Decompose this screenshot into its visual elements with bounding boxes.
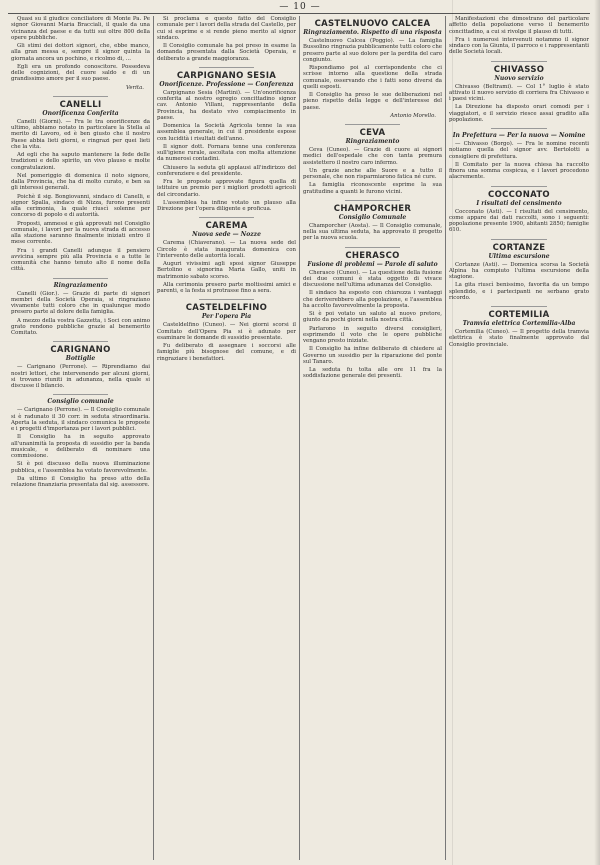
- article-paragraph: Si proclama e questo fatto del Consiglio comunale per i lavori della strada del Castello, per cui si esprime e si rende pieno merito al signor sindaco.: [157, 16, 296, 41]
- article-subtitle: Consiglio comunale: [47, 398, 114, 406]
- article-paragraph: La Direzione ha disposto orari comodi per i viaggiatori, e il servizio riesce assai gradito alla popolazione.: [449, 104, 589, 123]
- header-rule: [8, 13, 590, 14]
- article-signature: Antonio Morello.: [390, 112, 436, 119]
- article-paragraph: La gita riuscì benissimo, favorita da un tempo splendido, e i partecipanti ne serbano grato ricordo.: [449, 282, 589, 301]
- article-paragraph: Chiusero la seduta gli applausi all'indirizzo del conferenziere e del presidente.: [157, 164, 296, 177]
- article-subtitle: In Prefettura — Per la nuova — Nomine: [452, 132, 586, 139]
- article-separator: [199, 299, 255, 300]
- article-separator: [53, 96, 109, 97]
- article-separator: [53, 394, 109, 395]
- fold-crease: [452, 0, 453, 865]
- article-paragraph: Quasi su il giudice conciliatore di Monte Pa. Pe signor Giovanni Maria Bracciali, il quale da una vicinanza del paese e da tutti sui oltre 800 della opere pubbliche.: [11, 16, 150, 41]
- article-paragraph: Parlarono in seguito diversi consiglieri, esprimendo il voto che le opere pubbliche vengano presto iniziate.: [303, 325, 442, 344]
- article: [157, 221, 296, 294]
- article-title: CORTANZE: [492, 242, 546, 253]
- article: [157, 71, 296, 213]
- article-paragraph: A mezzo della vostra Gazzetta, i Soci con animo grato rendono pubbliche grazie al benemerito Comitato.: [11, 317, 150, 336]
- article-subtitle: Tramvia elettrica Cortemilia-Alba: [462, 320, 576, 327]
- article-title: COCCONATO: [488, 189, 550, 200]
- article-subtitle: Ringraziamento: [345, 138, 400, 145]
- article-separator: [199, 67, 255, 68]
- article-paragraph: — Chivasso (Borgo). — Fra le nomine recenti notiamo quella del signor avv. Bertolotti a consigliere di prefettura.: [449, 141, 589, 160]
- article-paragraph: Nel pomeriggio di domenica il noto signore, dalla Provincia, che ha di molto curato, e ben sa gli interessi generali.: [11, 172, 150, 192]
- article-paragraph: Cortemilia (Cuneo). — Il progetto della tramvia elettrica è stato finalmente approvato dal Consiglio provinciale.: [449, 329, 589, 348]
- article-paragraph: Cortanze (Asti). — Domenica scorsa la Società Alpina ha compiuto l'ultima escursione della stagione.: [449, 261, 589, 280]
- article-paragraph: Domenica la Società Agricola tenne la sua assemblea generale, in cui il presidente espose con lucidità i risultati dell'anno.: [157, 123, 296, 142]
- article-subtitle: Ringraziamento. Rispetto di una risposta: [303, 29, 442, 36]
- article-subtitle: Onorificenze. Professione — Conferenza: [159, 80, 294, 88]
- article: [157, 16, 296, 62]
- article-title: CHAMPORCHER: [333, 203, 412, 214]
- article-paragraph: Gli stimi dei dottori signori, che, ebbe manco, alla gran messa e, sempre il signor quinta la giornata ancora un pochino, e ricolmo di, ...: [11, 43, 150, 62]
- article-title: CHIVASSO: [493, 64, 545, 75]
- article-paragraph: Il sindaco ha esposto con chiarezza i vantaggi che deriverebbero alla popolazione, e l'assemblea ha accolto favorevolmente la proposta.: [303, 290, 442, 309]
- article-paragraph: Il signor dott. Fornara tenne una conferenza sull'igiene rurale, ascoltata con molta attenzione da numerosi contadini.: [157, 143, 296, 163]
- article-subtitle: Nuova sede — Nozze: [192, 231, 261, 239]
- article: [303, 204, 442, 242]
- article-paragraph: Un grazie anche alle Suore e a tutto il personale, che non risparmiarono fatica né cure.: [303, 167, 442, 180]
- article-paragraph: Fu deliberato di assegnare i soccorsi alle famiglie più bisognose del comune, e di ringraziare i benefattori.: [157, 343, 296, 362]
- article-paragraph: Carema (Chiaverano). — La nuova sede del Circolo è stata inaugurata domenica con l'intervento delle autorità locali.: [157, 240, 296, 259]
- column-4: [446, 16, 592, 860]
- article-paragraph: Fra le proposte approvate figura quella di istituire un premio per i migliori prodotti agricoli del circondario.: [157, 179, 296, 198]
- article-signature: Verita.: [126, 84, 144, 91]
- article-paragraph: — Carignano (Perrone). — Il Consiglio comunale si è radunato il 30 corr. in seduta straordinaria. Aperta la seduta, il sindaco comunica le proposte e i progetti d'importanza per i lavori pubblici.: [11, 407, 150, 432]
- article: [449, 310, 589, 348]
- article: [11, 282, 150, 337]
- article-paragraph: Champorcher (Aosta). — Il Consiglio comunale, nella sua ultima seduta, ha approvato il progetto per la nuova scuola.: [303, 222, 442, 242]
- article-paragraph: Il Consiglio ha preso le sue deliberazioni nel pieno rispetto della legge e dell'interesse del paese.: [303, 92, 442, 111]
- article-separator: [345, 247, 401, 248]
- article-separator: [491, 239, 547, 240]
- article-paragraph: Fra i grandi Canelli adunque il pensiero avvicina sempre più alla Provincia e a tutte le comunità che hanno tenuto alto il nome della città.: [11, 247, 150, 273]
- column-1: [8, 16, 154, 860]
- article-paragraph: Da ultimo il Consiglio ha preso atto della relazione finanziaria presentata dal sig. assessore.: [11, 475, 150, 488]
- article-separator: [491, 186, 547, 187]
- article-paragraph: Egli era un profondo conoscitore. Possedeva delle cognizioni, del cuore saldo e di un grandissimo amore per il suo paese.: [11, 63, 150, 83]
- article-title: CORTEMILIA: [488, 310, 550, 320]
- article-paragraph: Alla cerimonia presero parte moltissimi amici e parenti, e la festa si protrasse fino a sera.: [157, 281, 296, 294]
- article-subtitle: Nuovo servizio: [494, 74, 544, 82]
- article-subtitle: Onorificenza Conferita: [42, 109, 119, 117]
- article-paragraph: Fra i numerosi intervenuti notammo il signor sindaco con la Giunta, il parroco e i rappresentanti delle Società locali.: [449, 36, 589, 56]
- article-subtitle: Bottiglie: [65, 355, 96, 363]
- article-subtitle: Fusione di problemi — Parole di saluto: [307, 260, 438, 268]
- article-title: CASTELDELFINO: [185, 303, 268, 314]
- article-paragraph: Canelli (Giorni). — Fra le tra onorificenze da ultimo, abbiamo notato in particolare la Stella al merito di Lavoro, ed è ben giusto che il nostro Paese abbia lieti giorni, e ringrazi per quei lieti che la vita.: [11, 118, 150, 150]
- article: [11, 398, 150, 488]
- article-paragraph: La famiglia riconoscente esprime la sua gratitudine a quanti le furono vicini.: [303, 182, 442, 195]
- article-paragraph: La seduta fu tolta alle ore 11 fra la soddisfazione generale dei presenti.: [303, 367, 442, 380]
- article-subtitle: Ultima escursione: [488, 252, 550, 260]
- article-subtitle: I risultati del censimento: [476, 199, 562, 207]
- article: [449, 16, 589, 56]
- column-3: [300, 16, 446, 860]
- article-separator: [199, 217, 255, 218]
- article: [303, 128, 442, 195]
- page-edge-shadow: [594, 0, 600, 865]
- article-separator: [491, 61, 547, 62]
- article: [11, 345, 150, 389]
- article: [449, 190, 589, 234]
- article-paragraph: Casteldelfino (Cuneo). — Nei giorni scorsi il Comitato dell'Opera Pia si è adunato per esaminare le domande di sussidio presentate.: [157, 322, 296, 341]
- article-paragraph: Il Consiglio ha infine deliberato di chiedere al Governo un sussidio per la riparazione del ponte sul Tanaro.: [303, 346, 442, 365]
- article-paragraph: Ad egli che ha saputo mantenere la fede delle tradizioni e dello spirito, un vivo plauso e molte congratulazioni.: [11, 152, 150, 171]
- article-title: CARIGNANO: [50, 345, 111, 356]
- page-number: — 10 —: [279, 2, 321, 12]
- article-paragraph: Proposti, ammessi e già approvati nel Consiglio comunale, i lavori per la nuova strada di accesso alla stazione saranno finalmente iniziati entro il mese corrente.: [11, 220, 150, 246]
- article: [303, 251, 442, 380]
- article: [449, 132, 589, 181]
- article-separator: [491, 306, 547, 307]
- article-paragraph: Il Comitato per la nuova chiesa ha raccolto finora una somma cospicua, e i lavori procedono alacremente.: [449, 161, 589, 181]
- article-paragraph: Manifestazioni che dimostrano del particolare affetto della popolazione verso il benemerito concittadino, a cui si rivolge il plauso di tutti.: [449, 16, 589, 35]
- article-title: CARPIGNANO SESIA: [176, 70, 277, 81]
- article-paragraph: Si è poi votato un saluto al nuovo pretore, giunto da pochi giorni nella nostra città.: [303, 311, 442, 324]
- article-subtitle: Per l'opera Pia: [201, 313, 252, 321]
- article-paragraph: Canelli (Gior.). — Grazie di parte di signori membri della Società Operaia, si ringraziano vivamente tutti coloro che in qualunque modo presero parte al dolore della famiglia.: [11, 290, 150, 316]
- article-paragraph: Carpignano Sesia (Martini). — Un'onorificenza conferita al nostro egregio concittadino signor cav. Antonio Villani, rappresentante della Provincia, ha destato vivo compiacimento in paese.: [157, 89, 296, 121]
- article: [157, 303, 296, 362]
- article-title: CASTELNUOVO CALCEA: [314, 19, 431, 29]
- article-title: CAREMA: [205, 221, 248, 232]
- article: [11, 100, 150, 273]
- article-paragraph: Cherasco (Cuneo). — La questione della fusione dei due comuni è stata oggetto di vivace discussione nell'ultima adunanza del Consiglio.: [303, 269, 442, 288]
- article: [449, 243, 589, 302]
- article-separator: [491, 128, 547, 129]
- article: [11, 16, 150, 91]
- article-title: CEVA: [359, 128, 386, 138]
- columns-container: [8, 16, 592, 860]
- article-separator: [53, 341, 109, 342]
- column-2: [154, 16, 300, 860]
- article-separator: [345, 124, 401, 125]
- article-paragraph: Cocconato (Asti). — I risultati del censimento, come appare dai dati raccolti, sono i seguenti: popolazione presente 1900, abitanti 2850; famiglie 610.: [449, 208, 589, 234]
- article-title: CANELLI: [59, 99, 102, 110]
- article-paragraph: Castelnuovo Calcea (Poggio). — La famiglia Bussolino ringrazia pubblicamente tutti coloro che presero parte al suo dolore per la perdita del caro congiunto.: [303, 38, 442, 63]
- article: [303, 19, 442, 119]
- article-paragraph: — Carignano (Perrone). — Riprendiamo dai nostri lettori, che intervenendo per alcuni giorni, si trovano riuniti in adunanza, nella quale si discusse il bilancio.: [11, 364, 150, 389]
- article-paragraph: Il Consiglio comunale ha poi preso in esame la domanda presentata dalla Società Operaia, e deliberato a grande maggioranza.: [157, 43, 296, 62]
- article-separator: [53, 278, 109, 279]
- article-title: CHERASCO: [345, 250, 400, 261]
- article-paragraph: Poichè il sig. Bongiovanni, sindaco di Canelli, e signor Spalla, sindaco di Nizza, furono presenti alla cerimonia, la quale riuscì solenne per concorso di popolo e di autorità.: [11, 193, 150, 219]
- article-paragraph: Chivasso (Beltrami). — Col 1° luglio è stato attivato il nuovo servizio di corriera fra Chivasso e i paesi vicini.: [449, 83, 589, 102]
- article-paragraph: Il Consiglio ha in seguito approvato all'unanimità la proposta di sussidio per la banda musicale, e deliberato di nominare una commissione.: [11, 434, 150, 459]
- article-subtitle: Ringraziamento: [53, 281, 108, 289]
- article-paragraph: Auguri vivissimi agli sposi signor Giuseppe Bertolino e signorina Maria Gallo, uniti in matrimonio sabato scorso.: [157, 261, 296, 280]
- article-paragraph: Rispondiamo poi al corrispondente che ci scrisse intorno alla questione della strada comunale, osservando che i fatti sono diversi da quelli esposti.: [303, 65, 442, 90]
- article-subtitle: Consiglio Comunale: [338, 213, 407, 221]
- article-paragraph: Si è poi discusso della nuova illuminazione pubblica, e l'assemblea ha votato favorevolmente.: [11, 461, 150, 474]
- article-paragraph: L'assemblea ha infine votato un plauso alla Direzione per l'opera diligente e proficua.: [157, 199, 296, 212]
- article-separator: [345, 200, 401, 201]
- article: [449, 65, 589, 124]
- article-paragraph: Ceva (Cuneo). — Grazie di cuore ai signori medici dell'ospedale che con tanta premura assistettero il nostro caro infermo.: [303, 147, 442, 166]
